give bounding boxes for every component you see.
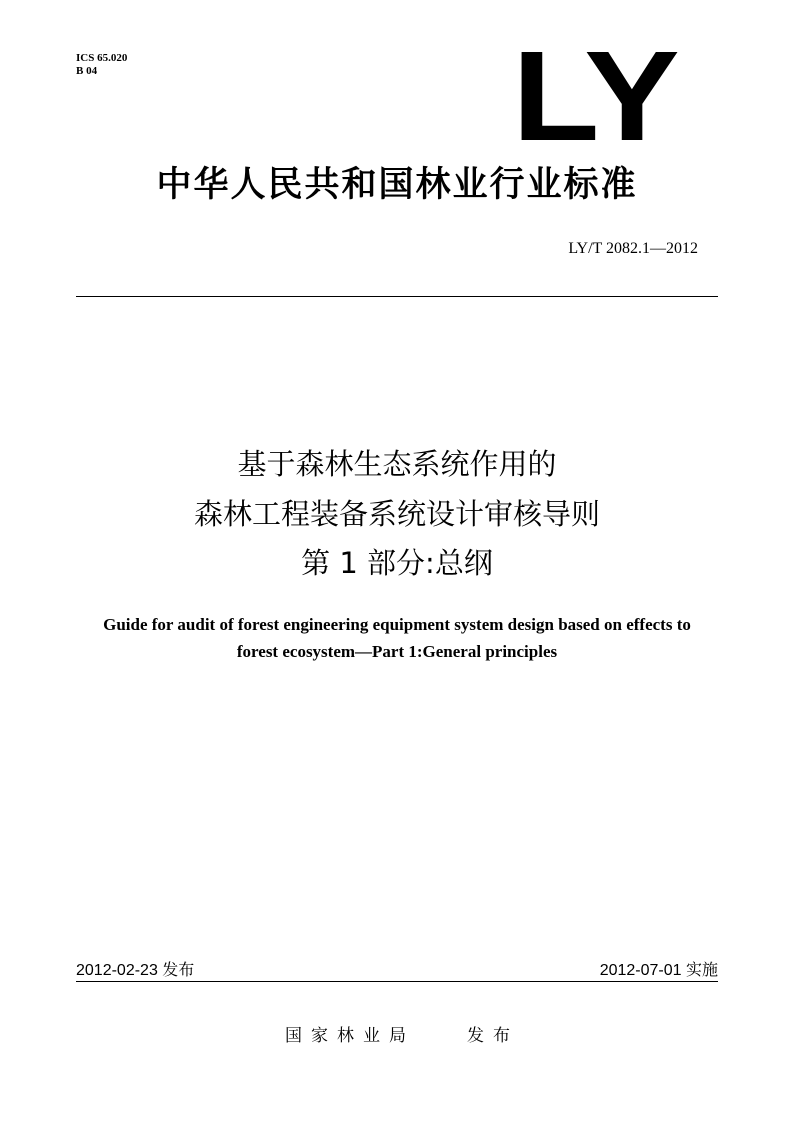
classification-codes [76, 52, 127, 78]
standard-number: LY/T 2082.1—2012 [568, 240, 698, 257]
title-en-line-1: Guide for audit of forest engineering equipment system design based on effects to [103, 615, 691, 634]
issue-date: 2012-02-23 发布 [76, 962, 195, 979]
ly-logo: LY [512, 25, 678, 168]
title-zh-line-3: 第 1 部分:总纲 [301, 546, 493, 580]
bottom-divider [76, 981, 718, 982]
top-divider [76, 296, 718, 297]
standard-category-title: 中华人民共和国林业行业标准 [156, 165, 638, 205]
ics-code: ICS 65.020 [76, 52, 128, 64]
title-zh-line-1: 基于森林生态系统作用的 [237, 447, 557, 481]
title-en-line-2: forest ecosystem—Part 1:General principles [236, 642, 558, 661]
effective-date: 2012-07-01 实施 [599, 962, 718, 979]
ccs-code: B 04 [76, 65, 98, 77]
issue-label: 发布 [467, 1026, 519, 1046]
title-zh-line-2: 森林工程装备系统设计审核导则 [193, 497, 600, 531]
issuing-authority: 国家林业局 [285, 1026, 415, 1046]
